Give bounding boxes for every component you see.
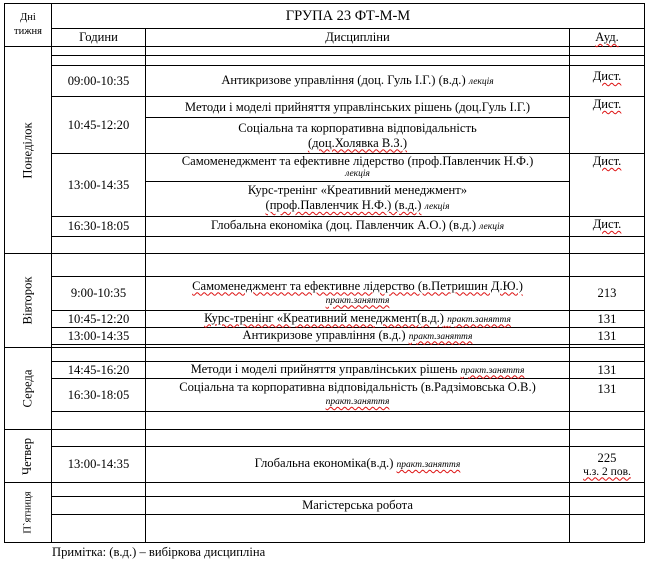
time-cell: 16:30-18:05	[67, 387, 130, 402]
time-cell: 14:45-16:20	[67, 362, 130, 377]
days-header	[5, 4, 51, 46]
subject-cell	[146, 66, 569, 96]
time-header-label: Години	[79, 30, 118, 44]
room-cell: 131	[597, 381, 617, 396]
subject-text: Магістерська робота	[302, 498, 413, 512]
subject-cell: Курс-тренінг «Креативний менеджмент» (проф.Павленчик Н.Ф.) (в.д.) лекція	[247, 183, 468, 212]
subject-cell	[146, 447, 569, 482]
days-header-label: Дні тижня	[14, 12, 42, 37]
lesson-type: практ.заняття	[408, 331, 473, 342]
day-tuesday: Вівторок	[20, 276, 35, 325]
lesson-type: лекція	[468, 76, 494, 87]
subject-header-label: Дисципліни	[325, 30, 390, 44]
lesson-type: практ.заняття	[325, 295, 390, 306]
room-cell: Дист.	[592, 217, 622, 231]
subject-cell	[146, 379, 569, 411]
room-cell: Дист.	[592, 69, 622, 83]
lesson-type: лекція	[479, 222, 505, 232]
lesson-type: лекція	[345, 168, 370, 179]
subject-text: Самоменеджмент та ефективне лідерство (в.Петришин Д.Ю.)	[192, 278, 523, 293]
time-cell: 13:00-14:35	[67, 177, 130, 192]
time-cell: 13:00-14:35	[67, 328, 130, 343]
footnote: Примітка: (в.д.) – вибіркова дисципліна	[52, 545, 266, 559]
subject-text: Глобальна економіка(в.д.) практ.заняття	[254, 456, 461, 470]
subject-text: Методи і моделі прийняття управлінських рішень практ.заняття	[190, 361, 525, 376]
subject-text: Соціальна та корпоративна відповідальність (в.Радзімовська О.В.)	[179, 380, 536, 394]
lesson-type: практ.заняття	[396, 460, 461, 470]
room-cell: Дист.	[592, 154, 622, 168]
subject-text: Глобальна економіка (доц. Павленчик А.О.) (в.д.) лекція	[210, 218, 505, 232]
subject-cell	[146, 277, 569, 310]
lesson-type: практ.заняття	[447, 314, 511, 325]
subject-column-header	[146, 29, 569, 46]
schedule-table	[4, 3, 645, 543]
room-column-header	[570, 29, 644, 46]
group-title	[52, 4, 644, 28]
subject-text: Курс-тренінг «Креативний менеджмент(в.д.) практ.заняття	[204, 310, 511, 325]
subject-cell	[146, 497, 569, 514]
time-cell: 10:45-12:20	[67, 311, 130, 326]
time-cell: 9:00-10:35	[70, 286, 127, 300]
time-cell: 10:45-12:20	[67, 117, 130, 132]
subject-cell	[146, 217, 569, 236]
subject-cell	[146, 97, 569, 117]
room-cell: Дист.	[592, 97, 622, 111]
lesson-type: практ.заняття	[460, 365, 525, 376]
day-friday: П`ятниця	[22, 491, 34, 534]
subject-text: Курс-тренінг «Креативний менеджмент»	[247, 183, 468, 197]
lesson-type: практ.заняття	[325, 397, 390, 407]
subject-cell	[146, 154, 569, 181]
room-header-label: Ауд.	[595, 30, 619, 44]
subject-cell	[146, 311, 569, 327]
room-cell: 213	[597, 286, 617, 300]
group-title-label: ГРУПА 23 ФТ-М-М	[285, 7, 411, 24]
day-wednesday: Середа	[20, 369, 35, 408]
room-cell: 131	[597, 328, 617, 343]
day-thursday: Четвер	[20, 437, 35, 475]
time-cell: 13:00-14:35	[67, 457, 130, 471]
time-cell: 16:30-18:05	[67, 219, 130, 233]
room-cell: 131	[597, 311, 617, 326]
day-monday: Понеділок	[20, 121, 35, 179]
subject-text: Антикризове управління (доц. Гуль І.Г.) (в.д.) лекція	[221, 72, 494, 87]
room-cell: 131	[597, 362, 617, 377]
room-cell: 225 ч.з. 2 пов.	[583, 450, 631, 478]
lesson-type: лекція	[424, 202, 450, 212]
time-column-header	[52, 29, 145, 46]
subject-text: Соціальна та корпоративна відповідальність	[238, 120, 477, 135]
subject-text: Антикризове управління (в.д.) практ.заняття	[242, 327, 473, 342]
subject-text: Самоменеджмент та ефективне лідерство (проф.Павленчик Н.Ф.)	[181, 153, 534, 168]
subject-cell	[146, 362, 569, 378]
subject-text: Методи і моделі прийняття управлінських рішень (доц.Гуль І.Г.)	[184, 99, 531, 114]
time-cell: 09:00-10:35	[67, 73, 130, 88]
subject-cell	[146, 118, 569, 153]
teacher-text: (доц.Холявка В.З.)	[307, 135, 408, 150]
subject-cell	[146, 328, 569, 344]
